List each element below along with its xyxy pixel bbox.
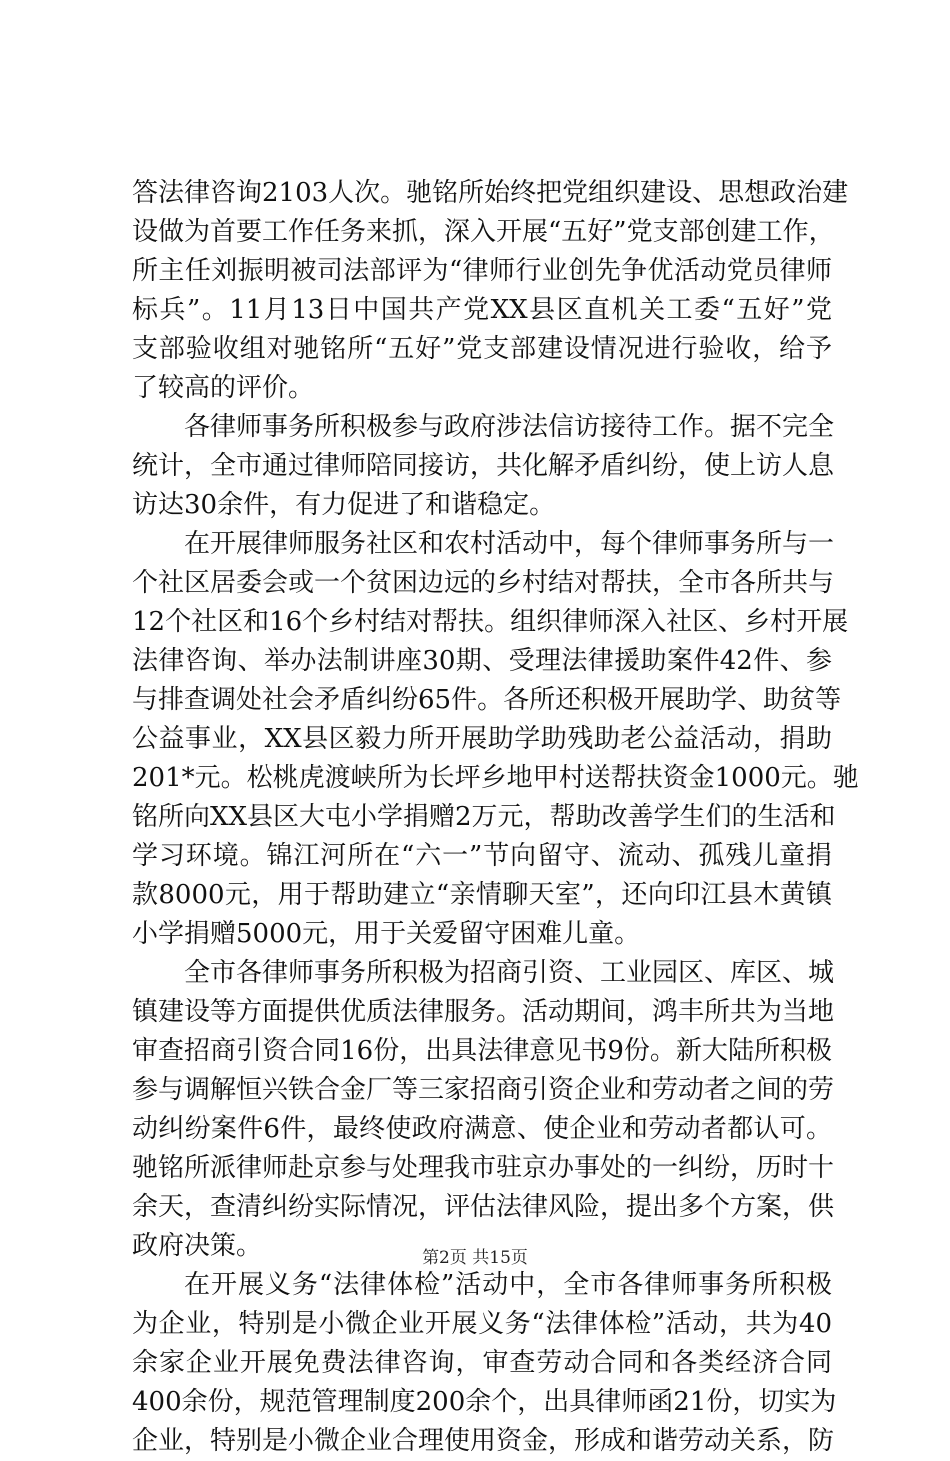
text-line: 政府决策。 xyxy=(132,1231,263,1261)
text-line: 访达30余件，有力促进了和谐稳定。 xyxy=(132,490,556,520)
text-line: 款8000元，用于帮助建立“亲情聊天室”，还向印江县木黄镇 xyxy=(132,880,832,910)
text-line: 企业，特别是小微企业合理使用资金，形成和谐劳动关系，防 xyxy=(132,1426,835,1456)
text-line: 12个社区和16个乡村结对帮扶。组织律师深入社区、乡村开展 xyxy=(132,607,849,637)
text-line: 公益事业，XX县区毅力所开展助学助残助老公益活动，捐助 xyxy=(132,724,832,754)
text-line: 参与调解恒兴铁合金厂等三家招商引资企业和劳动者之间的劳 xyxy=(132,1075,835,1105)
text-line: 在开展义务“法律体检”活动中，全市各律师事务所积极 xyxy=(184,1270,832,1300)
text-line: 镇建设等方面提供优质法律服务。活动期间，鸿丰所共为当地 xyxy=(132,997,835,1027)
text-line: 学习环境。锦江河所在“六一”节向留守、流动、孤残儿童捐 xyxy=(132,841,832,871)
text-line: 在开展律师服务社区和农村活动中，每个律师事务所与一 xyxy=(184,529,835,559)
text-line: 支部验收组对驰铭所“五好”党支部建设情况进行验收，给予 xyxy=(132,334,832,364)
text-line: 余家企业开展免费法律咨询，审查劳动合同和各类经济合同 xyxy=(132,1348,832,1378)
text-line: 400余份，规范管理制度200余个，出具律师函21份，切实为 xyxy=(132,1387,837,1417)
text-line: 为企业，特别是小微企业开展义务“法律体检”活动，共为40 xyxy=(132,1309,832,1339)
text-line: 统计，全市通过律师陪同接访，共化解矛盾纠纷，使上访人息 xyxy=(132,451,835,481)
text-line: 与排查调处社会矛盾纠纷65件。各所还积极开展助学、助贫等 xyxy=(132,685,842,715)
text-line: 审查招商引资合同16份，出具法律意见书9份。新大陆所积极 xyxy=(132,1036,832,1066)
text-line: 所主任刘振明被司法部评为“律师行业创先争优活动党员律师 xyxy=(132,256,832,286)
text-line: 铭所向XX县区大屯小学捐赠2万元，帮助改善学生们的生活和 xyxy=(132,802,836,832)
text-line: 法律咨询、举办法制讲座30期、受理法律援助案件42件、参 xyxy=(132,646,832,676)
text-line: 了较高的评价。 xyxy=(132,373,315,403)
text-line: 余天，查清纠纷实际情况，评估法律风险，提出多个方案，供 xyxy=(132,1192,835,1222)
text-line: 小学捐赠5000元，用于关爱留守困难儿童。 xyxy=(132,919,641,949)
text-line: 201*元。松桃虎渡峡所为长坪乡地甲村送帮扶资金1000元。驰 xyxy=(132,763,859,793)
text-line: 全市各律师事务所积极为招商引资、工业园区、库区、城 xyxy=(184,958,835,988)
text-line: 动纠纷案件6件，最终使政府满意、使企业和劳动者都认可。 xyxy=(132,1114,832,1144)
text-line: 标兵”。11月13日中国共产党XX县区直机关工委“五好”党 xyxy=(132,295,832,325)
text-line: 驰铭所派律师赴京参与处理我市驻京办事处的一纠纷，历时十 xyxy=(132,1153,835,1183)
text-line: 各律师事务所积极参与政府涉法信访接待工作。据不完全 xyxy=(184,412,835,442)
text-line: 答法律咨询2103人次。驰铭所始终把党组织建设、思想政治建 xyxy=(132,178,849,208)
text-line: 个社区居委会或一个贫困边远的乡村结对帮扶，全市各所共与 xyxy=(132,568,835,598)
page-footer: 第2页 共15页 xyxy=(422,1248,528,1268)
text-line: 设做为首要工作任务来抓，深入开展“五好”党支部创建工作， xyxy=(132,217,835,247)
